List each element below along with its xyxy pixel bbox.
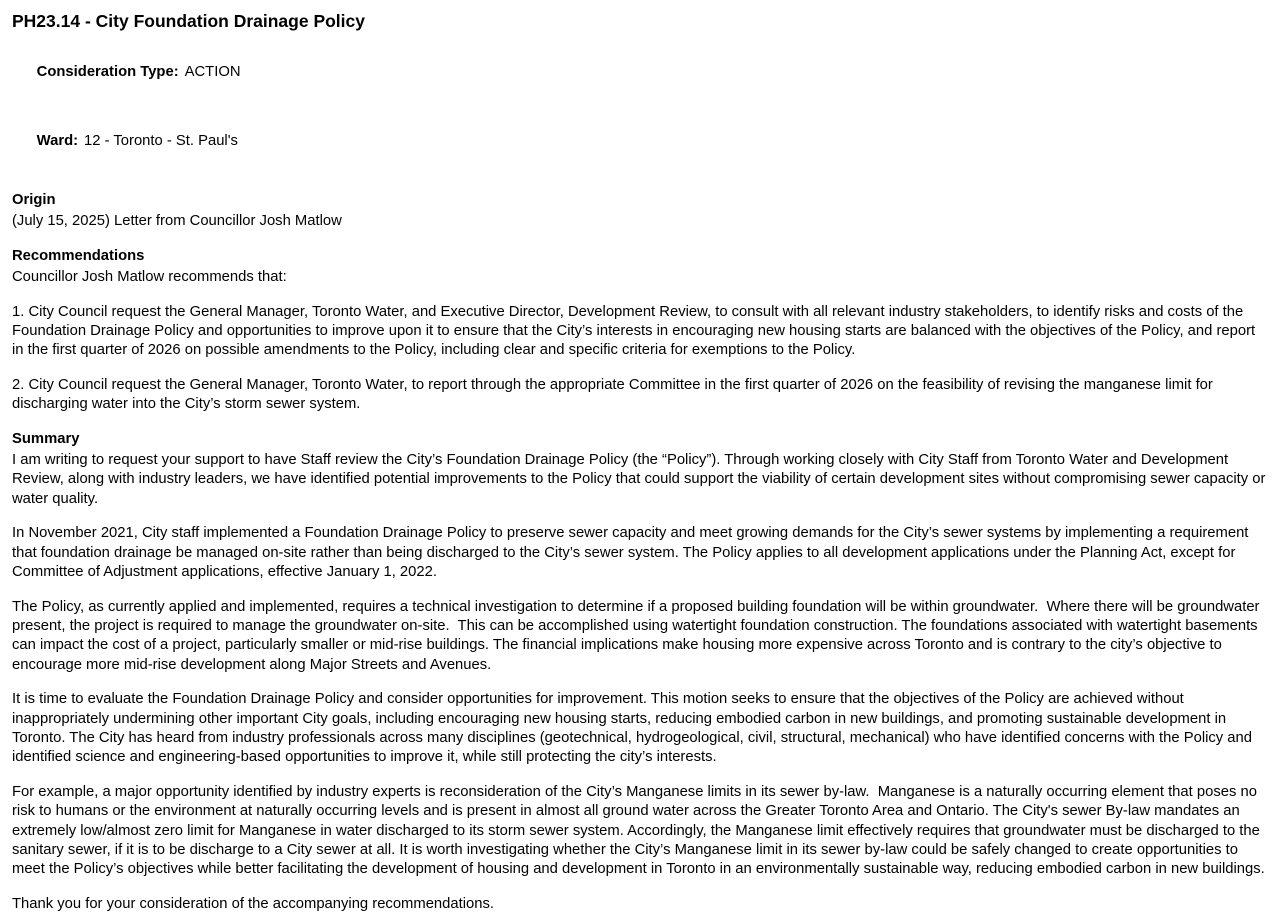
paragraph: Thank you for your consideration of the accompanying recommendations. (12, 896, 494, 913)
section-heading: Recommendations (12, 247, 145, 264)
consideration-type-value: ACTION (184, 64, 241, 80)
consideration-type-line (12, 38, 1268, 107)
document-section-recommendations (12, 247, 1268, 415)
paragraph: 2. City Council request the General Manager, Toronto Water, to report through the appropriate Committee in the first quarter of 2026 on the feasibility of revising the manganese limit for discharging water into the City’s storm sewer system. (12, 377, 1217, 413)
section-heading: Summary (12, 430, 80, 447)
ward-line (12, 107, 1268, 176)
paragraph: It is time to evaluate the Foundation Drainage Policy and consider opportunities for improvement. This motion seeks to ensure that the objectives of the Policy are achieved without inappropriately undermining other important City goals, including encouraging new housing starts, reducing embodied carbon in new buildings, and promoting sustainable development in Toronto. The City has heard from industry professionals across many disciplines (geotechnical, hydrogeological, civil, structural, mechanical) who have identified concerns with the Policy and identified science and engineering-based opportunities to improve it, while still protecting the city’s interests. (12, 691, 1257, 766)
document-section-summary (12, 430, 1268, 914)
document-section-origin (12, 191, 1268, 232)
paragraph: I am writing to request your support to have Staff review the City’s Foundation Drainage Policy (the “Policy”). Through working closely with City Staff from Toronto Water and Development Review, along with industry leaders, we have identified potential improvements to the Policy that could support the viability of certain development sites without compromising sewer capacity or water quality. (12, 451, 1270, 507)
page-title: PH23.14 - City Foundation Drainage Policy (12, 11, 365, 31)
paragraph: (July 15, 2025) Letter from Councillor Josh Matlow (12, 213, 342, 230)
consideration-type-label: Consideration Type: (36, 64, 179, 80)
document-sections (12, 191, 1268, 914)
paragraph: In November 2021, City staff implemented a Foundation Drainage Policy to preserve sewer capacity and meet growing demands for the City’s sewer systems by implementing a requirement that foundation drainage be managed on-site rather than being discharged to the City’s sewer system. The Policy applies to all development applications under the Planning Act, except for Committee of Adjustment applications, effective January 1, 2022. (12, 525, 1253, 580)
paragraph: The Policy, as currently applied and implemented, requires a technical investigation to determine if a proposed building foundation will be within groundwater. Where there will be groundwater present, the project is required to manage the groundwater on-site. This can be accomplished using watertight foundation construction. The foundations associated with watertight basements can impact the cost of a project, particularly smaller or mid-rise buildings. The financial implications make housing more expensive across Toronto and is contrary to the city’s objective to encourage more mid-rise development along Major Streets and Avenues. (12, 598, 1264, 673)
paragraph: Councillor Josh Matlow recommends that: (12, 268, 287, 285)
document-meta (12, 38, 1268, 176)
paragraph: 1. City Council request the General Manager, Toronto Water, and Executive Director, Development Review, to consult with all relevant industry stakeholders, to identify risks and costs of the Foundation Drainage Policy and opportunities to improve upon it to ensure that the City’s interests in encouraging new housing starts are balanced with the objectives of the Policy, and report in the first quarter of 2026 on possible amendments to the Policy, including clear and specific criteria for exemptions to the Policy. (12, 303, 1264, 359)
paragraph: For example, a major opportunity identified by industry experts is reconsideration of the City’s Manganese limits in its sewer by-law. Manganese is a naturally occurring element that poses no risk to humans or the environment at naturally occurring levels and is present in almost all ground water across the Greater Toronto Area and Ontario. The City's sewer By-law mandates an extremely low/almost zero limit for Manganese in water discharged to its storm sewer system. Accordingly, the Manganese limit effectively requires that groundwater must be discharged to the sanitary sewer, if it is to be discharge to a City sewer at all. It is worth investigating whether the City’s Manganese limit in its sewer by-law could be safely changed to create opportunities to meet the Policy’s objectives while better facilitating the development of housing and development in Toronto in an environmentally sustainable way, reducing embodied carbon in new buildings. (12, 784, 1265, 878)
section-heading: Origin (12, 192, 56, 208)
ward-label: Ward: (36, 133, 79, 149)
ward-value: 12 - Toronto - St. Paul's (84, 133, 238, 149)
